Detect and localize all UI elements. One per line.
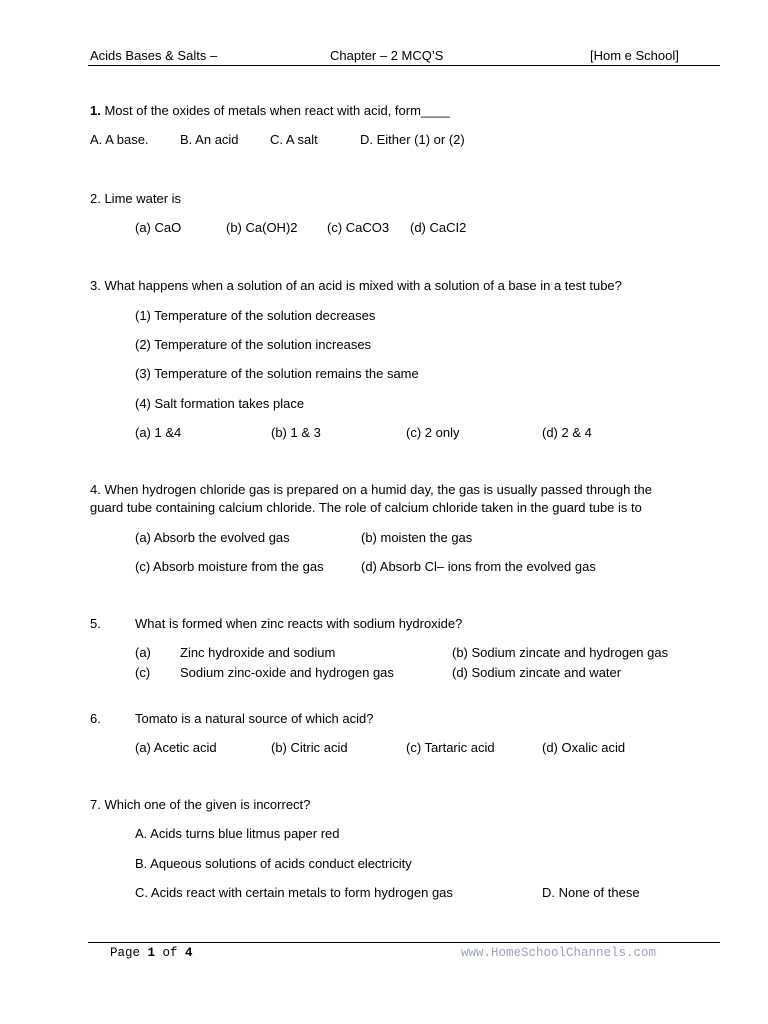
question-3-stem: 3. What happens when a solution of an acid is mixed with a solution of a base in a test tube? <box>90 278 622 293</box>
q3-statement-4: (4) Salt formation takes place <box>135 396 305 411</box>
question-1-text: Most of the oxides of metals when react with acid, form____ <box>100 103 450 118</box>
of-word: of <box>155 946 186 960</box>
q7-option-b: B. Aqueous solutions of acids conduct electricity <box>135 856 412 871</box>
q1-option-c: C. A salt <box>270 132 318 147</box>
q3-option-b: (b) 1 & 3 <box>271 425 321 440</box>
q4-option-c: (c) Absorb moisture from the gas <box>135 559 324 574</box>
q6-option-b: (b) Citric acid <box>271 740 348 755</box>
q5-option-d <box>452 665 621 680</box>
q6-option-c: (c) Tartaric acid <box>406 740 495 755</box>
header-center: Chapter – 2 MCQ’S <box>330 48 444 63</box>
question-1-number: 1. <box>90 103 101 118</box>
q5-option-b <box>452 645 668 660</box>
question-6-number: 6. <box>90 711 101 726</box>
q1-option-b: B. An acid <box>180 132 239 147</box>
q5-option-b-label: (b) <box>452 645 468 660</box>
header-rule <box>88 65 720 66</box>
q3-statement-2: (2) Temperature of the solution increases <box>135 337 372 352</box>
question-4-stem-line-1: 4. When hydrogen chloride gas is prepared on a humid day, the gas is usually passed through the <box>90 482 652 497</box>
q5-option-a-text: Zinc hydroxide and sodium <box>180 645 336 660</box>
q5-option-b-text: Sodium zincate and hydrogen gas <box>471 645 669 660</box>
page-indicator <box>110 946 193 960</box>
q3-option-c: (c) 2 only <box>406 425 460 440</box>
header-left: Acids Bases & Salts – <box>90 48 218 63</box>
q6-option-d: (d) Oxalic acid <box>542 740 626 755</box>
question-5-stem: What is formed when zinc reacts with sodium hydroxide? <box>135 616 463 631</box>
header-right: [Hom e School] <box>590 48 679 63</box>
q5-option-c-label: (c) <box>135 665 151 680</box>
q2-option-d: (d) CaCI2 <box>410 220 467 235</box>
q2-option-b: (b) Ca(OH)2 <box>226 220 298 235</box>
q4-option-b: (b) moisten the gas <box>361 530 473 545</box>
q2-option-a: (a) CaO <box>135 220 182 235</box>
q3-statement-1: (1) Temperature of the solution decreases <box>135 308 376 323</box>
page-word: Page <box>110 946 148 960</box>
q2-option-c: (c) CaCO3 <box>327 220 390 235</box>
q3-option-d: (d) 2 & 4 <box>542 425 592 440</box>
question-2-stem: 2. Lime water is <box>90 191 182 206</box>
footer-url-link[interactable]: www.HomeSchoolChannels.com <box>461 946 657 960</box>
q4-option-a: (a) Absorb the evolved gas <box>135 530 290 545</box>
q4-option-d: (d) Absorb Cl– ions from the evolved gas <box>361 559 596 574</box>
q7-option-d: D. None of these <box>542 885 640 900</box>
question-1-stem <box>90 103 450 118</box>
q1-option-a: A. A base. <box>90 132 149 147</box>
q7-option-c: C. Acids react with certain metals to form hydrogen gas <box>135 885 453 900</box>
q5-option-d-label: (d) <box>452 665 468 680</box>
q7-option-a: A. Acids turns blue litmus paper red <box>135 826 340 841</box>
q5-option-d-text: Sodium zincate and water <box>471 665 622 680</box>
footer-rule <box>88 942 720 943</box>
q3-statement-3: (3) Temperature of the solution remains the same <box>135 366 419 381</box>
question-6-stem: Tomato is a natural source of which acid? <box>135 711 374 726</box>
q5-option-c-text: Sodium zinc-oxide and hydrogen gas <box>180 665 394 680</box>
question-5-number: 5. <box>90 616 101 631</box>
q1-option-d: D. Either (1) or (2) <box>360 132 465 147</box>
page-total: 4 <box>185 946 193 960</box>
page-number: 1 <box>147 946 156 960</box>
q3-option-a: (a) 1 &4 <box>135 425 182 440</box>
question-4-stem-line-2: guard tube containing calcium chloride. The role of calcium chloride taken in the guard tube is to <box>90 500 642 515</box>
q5-option-a-label: (a) <box>135 645 151 660</box>
question-7-stem: 7. Which one of the given is incorrect? <box>90 797 311 812</box>
q6-option-a: (a) Acetic acid <box>135 740 217 755</box>
